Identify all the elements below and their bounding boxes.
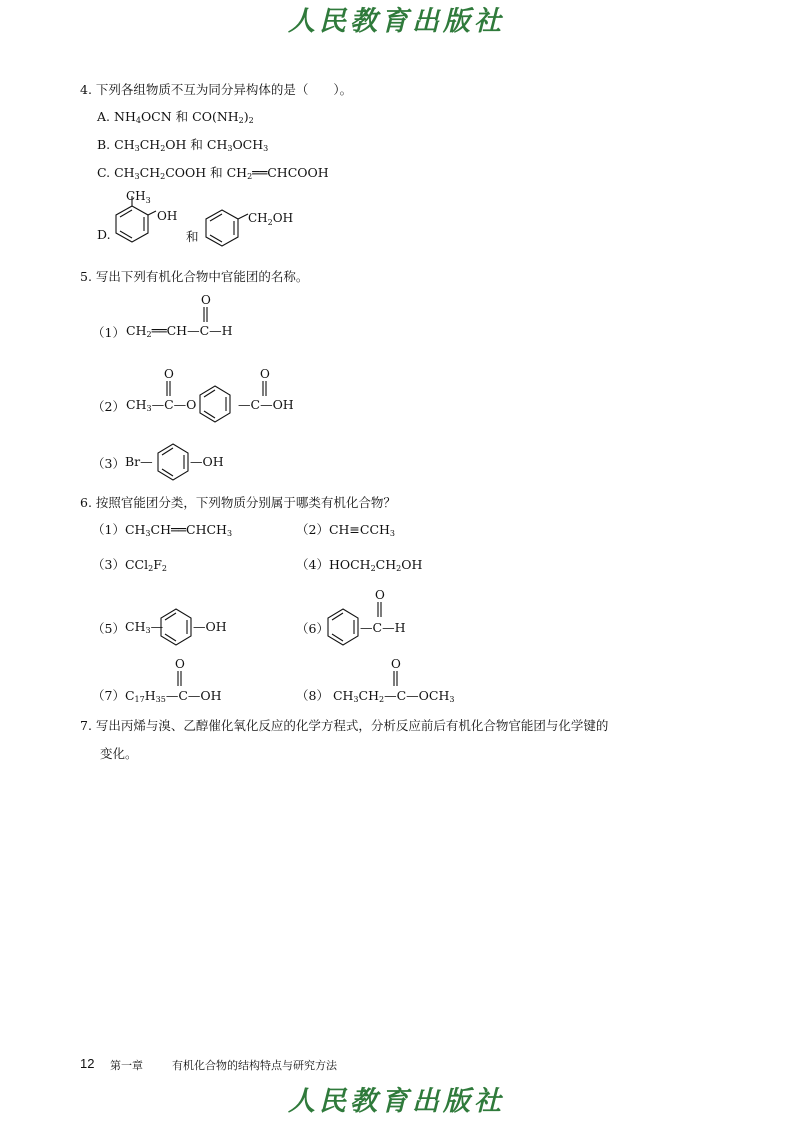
q6-item-7: $(7)C_{17}H_{35}—C—OH$ bbox=[92, 688, 222, 704]
q4-option-c: C. $CH_3CH_2COOH$ 和 $CH_2══CHCOOH$ bbox=[97, 165, 329, 181]
q5-item-1-formula: $CH_2══CH—C—H$ bbox=[126, 323, 233, 339]
chapter-label: 第一章 bbox=[110, 1059, 143, 1072]
svg-text:O: O bbox=[175, 657, 185, 671]
q5-item-3-br: Br— bbox=[125, 454, 153, 469]
q5-item-3-oh: —OH bbox=[190, 454, 224, 469]
q6-item-3: $(3)CCl_2F_2$ bbox=[92, 557, 167, 573]
q5-item-2-formula-right: —C—OH bbox=[238, 397, 294, 412]
q4-option-d-label: D. bbox=[97, 227, 111, 242]
benzyl-alcohol-structure bbox=[200, 200, 300, 260]
svg-text:OH: OH bbox=[157, 209, 178, 223]
q5-item-1-number: （1） bbox=[92, 325, 125, 340]
q7-text-line-2: 变化。 bbox=[100, 746, 138, 761]
q6-item-5-oh: —OH bbox=[193, 619, 227, 634]
publisher-logo-bottom: 人民教育出版社 bbox=[288, 1086, 505, 1117]
svg-text:O: O bbox=[375, 588, 385, 602]
svg-text:O: O bbox=[201, 293, 211, 307]
q6-item-1: $(1)CH_3CH══CHCH_3$ bbox=[92, 522, 233, 538]
chapter-title: 有机化合物的结构特点与研究方法 bbox=[172, 1059, 337, 1072]
q5-item-2-number: （2） bbox=[92, 399, 125, 414]
q5-item-2-carbonyl-right bbox=[254, 364, 284, 404]
o-cresol-structure bbox=[110, 188, 190, 258]
page-number: 12 bbox=[80, 1056, 95, 1071]
q6-item-6-cho: —C—H bbox=[360, 620, 406, 635]
q4-stem: 4. 下列各组物质不互为同分异构体的是（ ）。 bbox=[80, 82, 353, 97]
q6-item-8-carbonyl bbox=[384, 654, 414, 694]
q5-item-2-formula-left: $CH_3—C—O$ bbox=[126, 397, 197, 413]
q5-item-2-carbonyl-left bbox=[158, 364, 188, 404]
q6-item-6-carbonyl bbox=[368, 585, 398, 625]
q7-text-line-1: 7. 写出丙烯与溴、乙醇催化氧化反应的化学方程式，分析反应前后有机化合物官能团与化学键的 bbox=[80, 718, 609, 733]
q5-item-3-number: （3） bbox=[92, 456, 125, 471]
q5-item-1-carbonyl bbox=[190, 290, 220, 330]
q6-item-7-carbonyl bbox=[168, 654, 198, 694]
q4-option-a: A. $NH_4OCN$ 和 $CO(NH_2)_2$ bbox=[97, 109, 254, 125]
q5-stem: 5. 写出下列有机化合物中官能团的名称。 bbox=[80, 269, 309, 284]
q4-option-b: B. $CH_3CH_2OH$ 和 $CH_3OCH_3$ bbox=[97, 137, 269, 153]
svg-text:O: O bbox=[164, 367, 174, 381]
q6-stem: 6. 按照官能团分类，下列物质分别属于哪类有机化合物？ bbox=[80, 495, 396, 510]
publisher-logo-top: 人民教育出版社 bbox=[288, 6, 505, 37]
svg-text:O: O bbox=[391, 657, 401, 671]
q6-item-5-ch3: $CH_3—$ bbox=[125, 619, 164, 635]
svg-text:CH2OH: $CH_2OH$ bbox=[248, 211, 294, 227]
q6-item-6-number: （6） bbox=[296, 621, 329, 636]
svg-text:O: O bbox=[260, 367, 270, 381]
svg-text:CH3: $CH_3$ bbox=[126, 189, 151, 205]
q6-item-5-number: （5） bbox=[92, 621, 125, 636]
q6-item-8: （8） $CH_3CH_2—C—OCH_3$ bbox=[296, 688, 455, 704]
q4-option-d-and: 和 bbox=[186, 229, 199, 244]
q6-item-4: $(4)HOCH_2CH_2OH$ bbox=[296, 557, 423, 573]
q6-item-2: $(2)CH\equiv CCH_3$ bbox=[296, 522, 396, 538]
